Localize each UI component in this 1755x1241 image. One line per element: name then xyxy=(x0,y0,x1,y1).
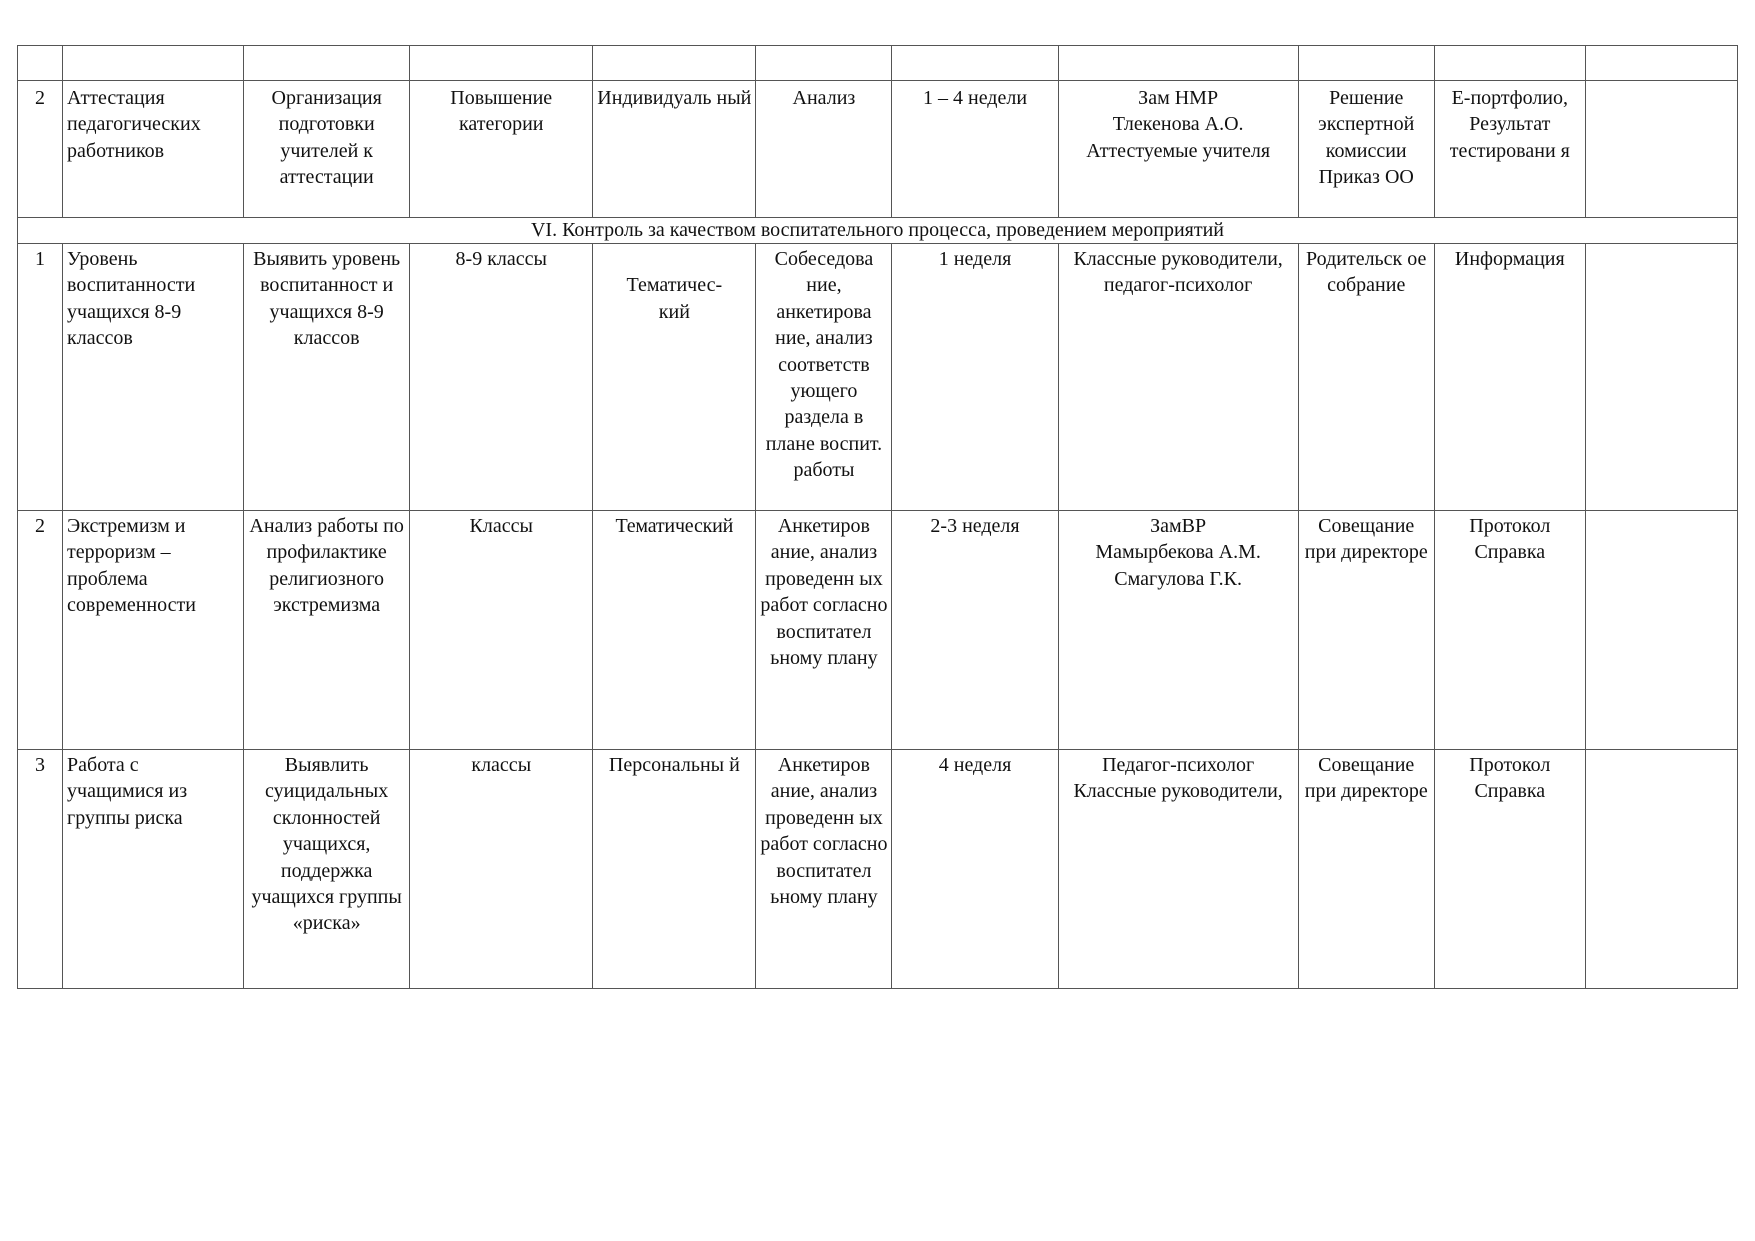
row-number: 2 xyxy=(18,511,63,750)
control-topic: Экстремизм и терроризм – проблема современности xyxy=(63,511,244,750)
control-type: Тематичес- кий xyxy=(593,244,756,511)
control-method: Анализ xyxy=(756,81,892,218)
control-method: Собеседова ние, анкетирова ние, анализ соответств ующего раздела в плане воспит. работы xyxy=(756,244,892,511)
control-review-place: Решение экспертной комиссии Приказ ОО xyxy=(1298,81,1434,218)
control-result: Информация xyxy=(1434,244,1585,511)
control-goal: Выявлить суицидальных склонностей учащихся, поддержка учащихся группы «риска» xyxy=(244,750,410,989)
control-result: Е-портфолио, Результат тестировани я xyxy=(1434,81,1585,218)
control-review-place: Совещание при директоре xyxy=(1298,511,1434,750)
control-type: Персональны й xyxy=(593,750,756,989)
table-row xyxy=(18,750,1738,989)
control-responsible: ЗамВР Мамырбекова А.М. Смагулова Г.К. xyxy=(1058,511,1298,750)
table-cell xyxy=(1585,46,1737,81)
control-topic: Работа с учащимися из группы риска xyxy=(63,750,244,989)
control-type: Тематический xyxy=(593,511,756,750)
control-plan-table xyxy=(17,45,1738,989)
table-cell xyxy=(18,46,63,81)
table-row-attestation xyxy=(18,81,1738,218)
control-responsible: Классные руководители, педагог-психолог xyxy=(1058,244,1298,511)
control-goal: Организация подготовки учителей к аттестации xyxy=(244,81,410,218)
control-review-place: Родительск ое собрание xyxy=(1298,244,1434,511)
control-method: Анкетиров ание, анализ проведенн ых работ согласно воспитател ьному плану xyxy=(756,750,892,989)
table-cell xyxy=(1434,46,1585,81)
control-object: Повышение категории xyxy=(410,81,593,218)
section-header-row xyxy=(18,218,1738,244)
table-cell xyxy=(1585,244,1737,511)
control-term: 2-3 неделя xyxy=(892,511,1058,750)
section-title: VI. Контроль за качеством воспитательного процесса, проведением мероприятий xyxy=(18,218,1738,244)
table-cell xyxy=(244,46,410,81)
table-row xyxy=(18,511,1738,750)
table-cell xyxy=(1585,511,1737,750)
control-result: Протокол Справка xyxy=(1434,750,1585,989)
control-object: классы xyxy=(410,750,593,989)
table-row xyxy=(18,244,1738,511)
table-cell xyxy=(756,46,892,81)
table-cell xyxy=(63,46,244,81)
control-goal: Выявить уровень воспитанност и учащихся 8-9 классов xyxy=(244,244,410,511)
table-cell xyxy=(1585,750,1737,989)
table-cell xyxy=(410,46,593,81)
table-cell xyxy=(892,46,1058,81)
table-cell xyxy=(593,46,756,81)
control-topic: Аттестация педагогических работников xyxy=(63,81,244,218)
control-goal: Анализ работы по профилактике религиозного экстремизма xyxy=(244,511,410,750)
control-responsible: Педагог-психолог Классные руководители, xyxy=(1058,750,1298,989)
control-review-place: Совещание при директоре xyxy=(1298,750,1434,989)
table-cell xyxy=(1058,46,1298,81)
control-term: 1 – 4 недели xyxy=(892,81,1058,218)
control-object: 8-9 классы xyxy=(410,244,593,511)
control-method: Анкетиров ание, анализ проведенн ых работ согласно воспитател ьному плану xyxy=(756,511,892,750)
control-result: Протокол Справка xyxy=(1434,511,1585,750)
control-topic: Уровень воспитанности учащихся 8-9 классов xyxy=(63,244,244,511)
row-number: 2 xyxy=(18,81,63,218)
row-number: 1 xyxy=(18,244,63,511)
control-type: Индивидуаль ный xyxy=(593,81,756,218)
table-row-empty xyxy=(18,46,1738,81)
row-number: 3 xyxy=(18,750,63,989)
table-cell xyxy=(1298,46,1434,81)
table-cell xyxy=(1585,81,1737,218)
control-responsible: Зам НМР Тлекенова А.О. Аттестуемые учителя xyxy=(1058,81,1298,218)
control-object: Классы xyxy=(410,511,593,750)
control-term: 4 неделя xyxy=(892,750,1058,989)
control-term: 1 неделя xyxy=(892,244,1058,511)
